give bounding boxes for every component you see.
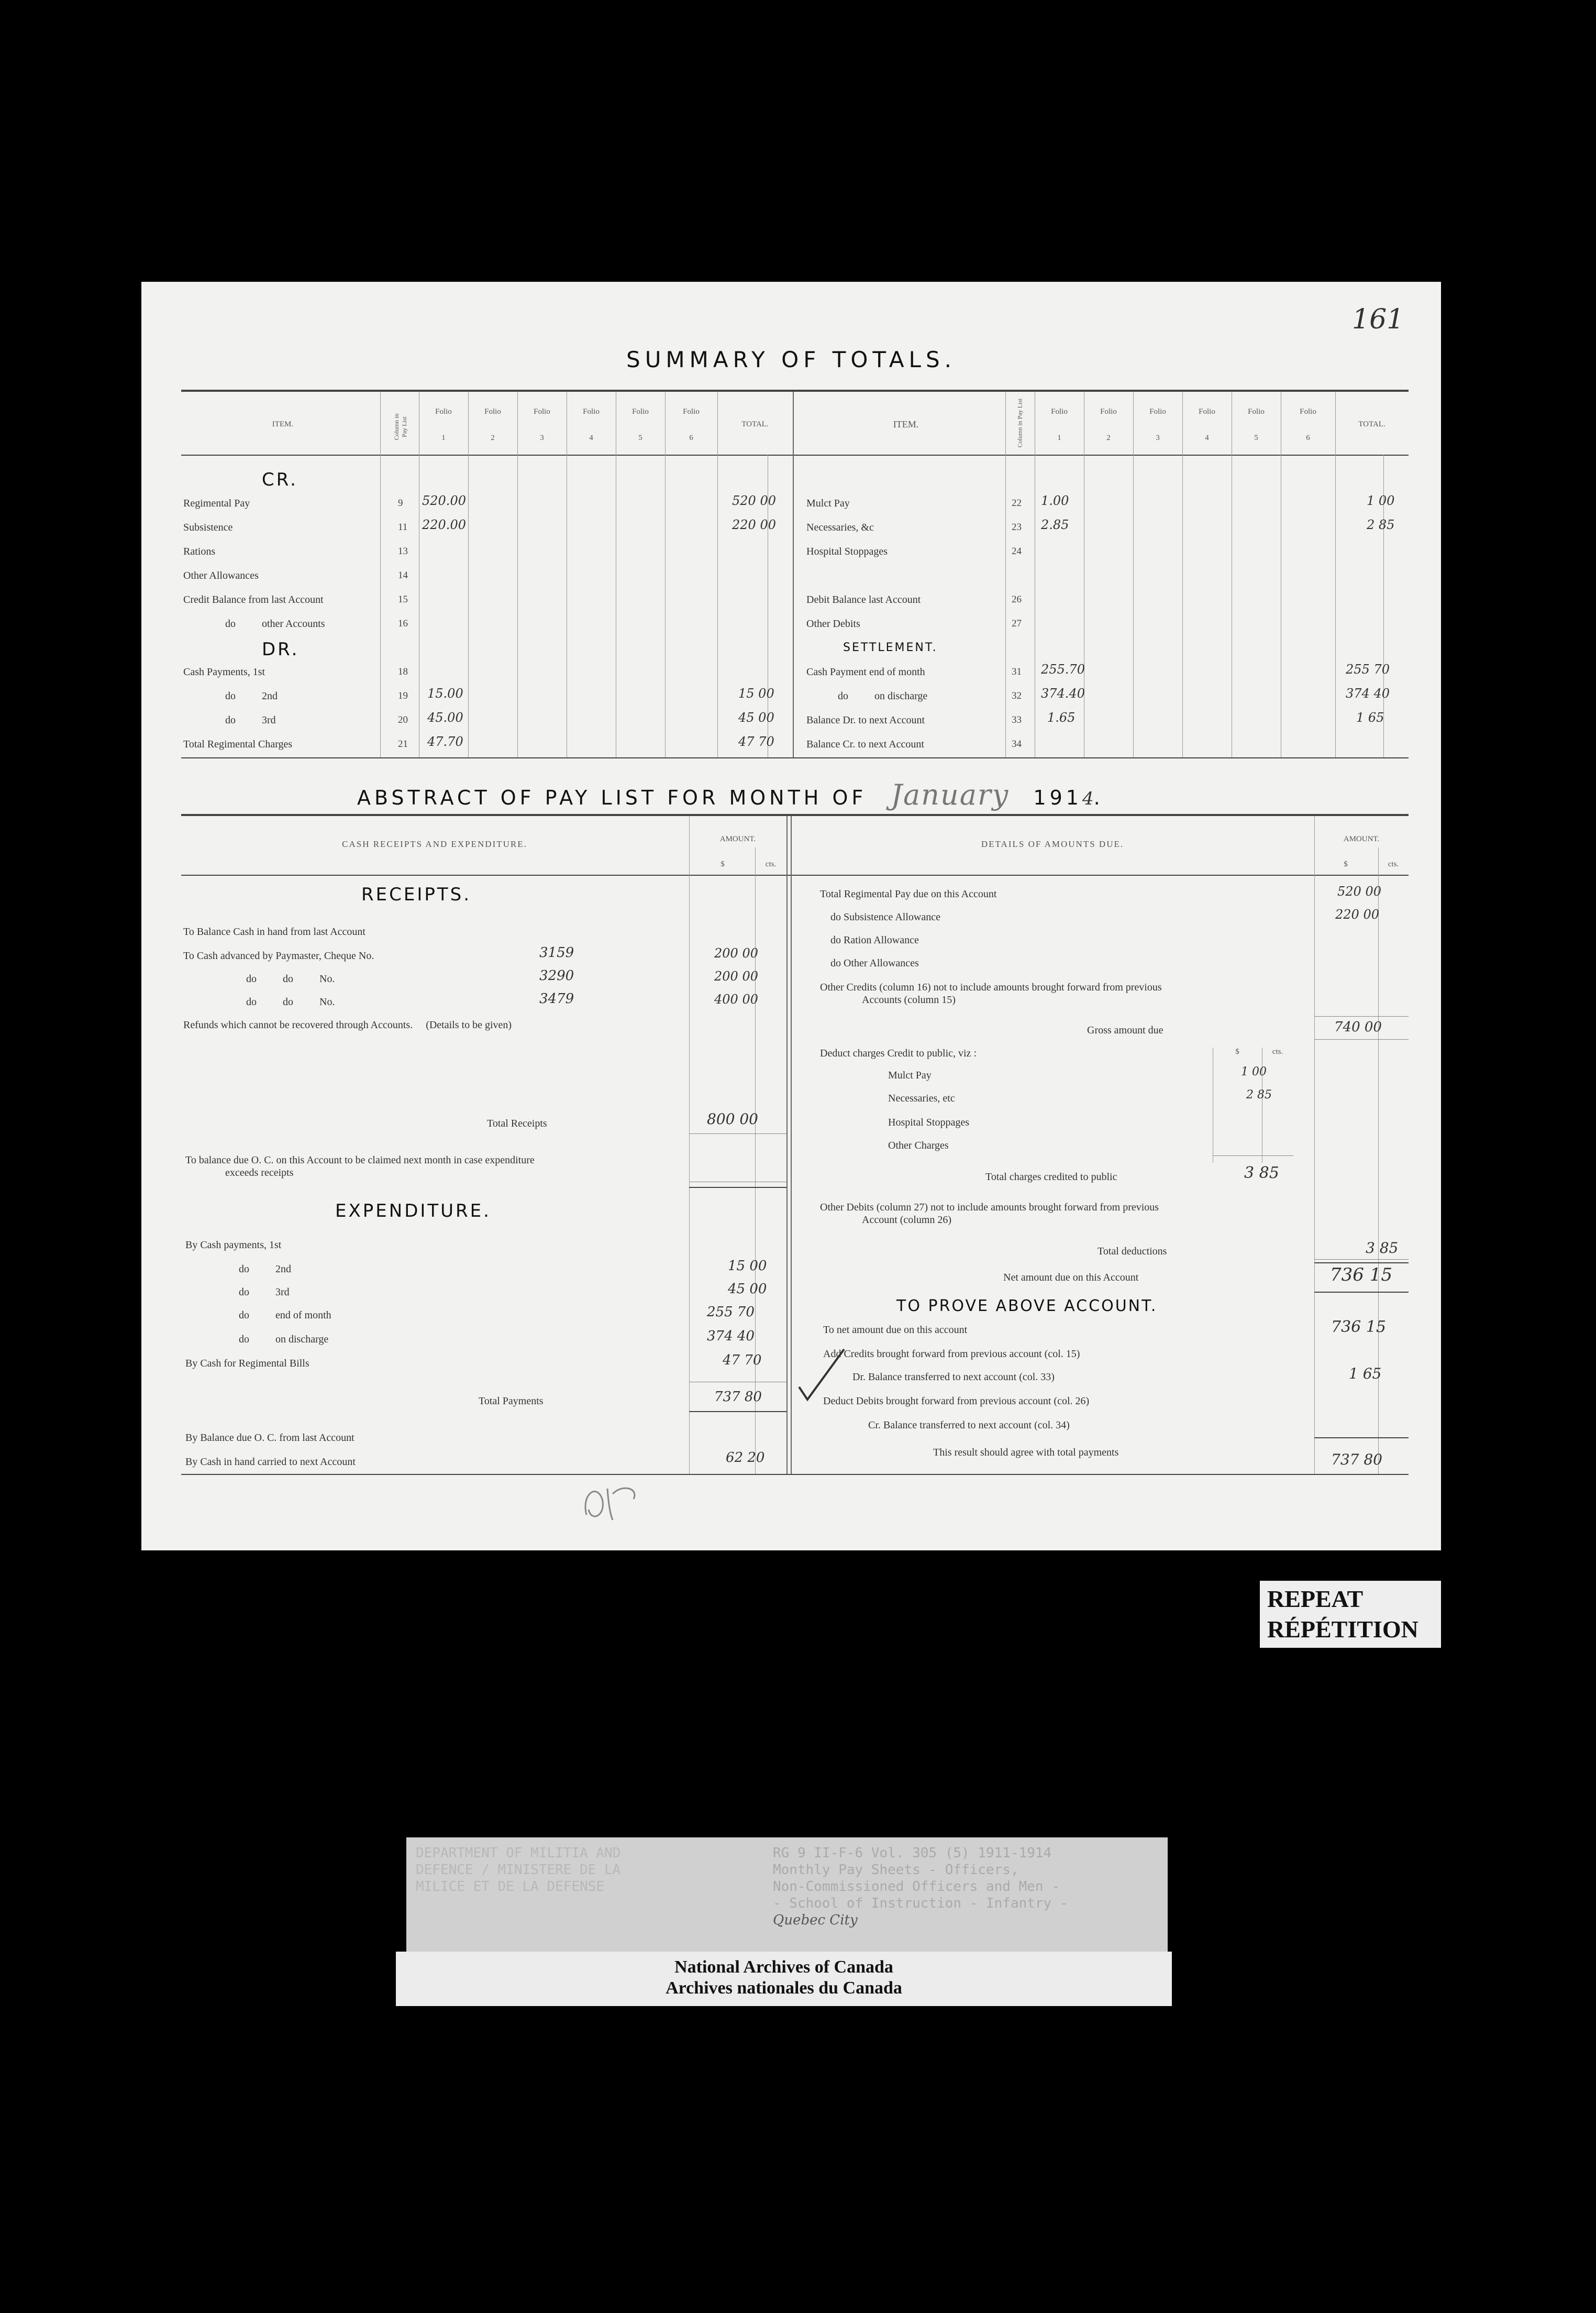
other-debits-row: Other Debits (column 27) not to include amounts brought forward from previous xyxy=(820,1202,1159,1213)
prove-row: To net amount due on this account xyxy=(823,1324,968,1336)
row-total: 374 40 xyxy=(1346,686,1390,701)
summary-left-row: do 2nd xyxy=(225,690,278,702)
row-col: 22 xyxy=(1012,498,1022,509)
summary-right-row: Mulct Pay xyxy=(806,498,850,509)
row-col: 33 xyxy=(1012,714,1022,725)
department-block xyxy=(416,1845,620,1895)
abstract-title-prefix: ABSTRACT OF PAY LIST FOR MONTH OF xyxy=(357,786,867,809)
row-col: 31 xyxy=(1012,666,1022,677)
folio-header: Folio xyxy=(1149,407,1166,416)
summary-left-row: Cash Payments, 1st xyxy=(183,666,265,678)
check-mark-icon xyxy=(796,1345,848,1403)
receipt-cheque: 3290 xyxy=(539,968,574,984)
row-col: 21 xyxy=(398,739,408,750)
cash-dollar-header: $ xyxy=(721,860,725,868)
expenditure-row: do 3rd xyxy=(239,1286,290,1298)
row-folio1: 255.70 xyxy=(1041,662,1085,677)
summary-right-row: Debit Balance last Account xyxy=(806,594,921,605)
row-folio1: 1.00 xyxy=(1041,493,1069,508)
series-line: - School of Instruction - Infantry - xyxy=(773,1896,1068,1911)
net-amount-label: Net amount due on this Account xyxy=(1003,1272,1139,1283)
total-header-left: TOTAL. xyxy=(741,420,769,428)
balance-due-row-cont: exceeds receipts xyxy=(225,1167,294,1178)
abstract-year-prefix: 191 xyxy=(1033,786,1082,809)
row-folio1: 374.40 xyxy=(1041,686,1085,701)
row-col: 15 xyxy=(398,594,408,605)
cash-cts-header: cts. xyxy=(765,860,777,868)
series-block xyxy=(773,1845,1068,1929)
summary-left-row: Subsistence xyxy=(183,522,233,533)
series-line: Non-Commissioned Officers and Men - xyxy=(773,1879,1060,1895)
summary-title: SUMMARY OF TOTALS. xyxy=(626,347,956,372)
expenditure-amount: 45 00 xyxy=(728,1281,767,1297)
abstract-bottom-rule xyxy=(181,1474,1409,1475)
repeat-line2: RÉPÉTITION xyxy=(1267,1616,1418,1643)
expenditure-amount: 47 70 xyxy=(723,1352,762,1368)
total-deductions-label: Total deductions xyxy=(1098,1246,1167,1257)
abstract-top-rule xyxy=(181,814,1409,816)
prove-amount: 1 65 xyxy=(1349,1365,1382,1382)
folio-header: Folio xyxy=(1051,407,1068,416)
folio-header: Folio xyxy=(435,407,452,416)
department-line: DEPARTMENT OF MILITIA AND xyxy=(416,1845,621,1861)
folio-number: 2 xyxy=(1106,434,1111,442)
folio-number: 5 xyxy=(1254,434,1258,442)
folio-number: 4 xyxy=(589,434,593,442)
cash-header: CASH RECEIPTS AND EXPENDITURE. xyxy=(342,839,527,849)
folio-header: Folio xyxy=(1199,407,1215,416)
row-col: 13 xyxy=(398,546,408,557)
summary-left-row: Other Allowances xyxy=(183,570,259,581)
details-dollar-header: $ xyxy=(1344,860,1348,868)
summary-right-row: Cash Payment end of month xyxy=(806,666,925,678)
summary-header-rule xyxy=(181,455,1409,456)
prove-result-amount: 737 80 xyxy=(1331,1451,1382,1468)
expenditure-amount: 374 40 xyxy=(707,1328,755,1344)
balance-row: By Cash in hand carried to next Account xyxy=(185,1456,356,1468)
cr-label: CR. xyxy=(262,469,298,490)
prove-row: Cr. Balance transferred to next account (col. 34) xyxy=(868,1419,1070,1431)
deduct-row: Hospital Stoppages xyxy=(888,1117,969,1128)
folio-header: Folio xyxy=(1300,407,1316,416)
balance-row: By Balance due O. C. from last Account xyxy=(185,1432,354,1444)
summary-left-row: Credit Balance from last Account xyxy=(183,594,324,605)
deduct-amount: 1 00 xyxy=(1241,1065,1267,1078)
row-total: 15 00 xyxy=(738,686,774,701)
folio-number: 5 xyxy=(638,434,642,442)
receipts-title: RECEIPTS. xyxy=(361,884,472,905)
summary-left-row: Total Regimental Charges xyxy=(183,739,293,750)
row-col: 26 xyxy=(1012,594,1022,605)
summary-top-rule xyxy=(181,390,1409,392)
summary-left-row: Rations xyxy=(183,546,216,557)
row-total: 520 00 xyxy=(732,493,776,508)
details-row: do Ration Allowance xyxy=(830,934,919,946)
abstract-title: ABSTRACT OF PAY LIST FOR MONTH OF January 1914. xyxy=(357,778,1104,811)
expenditure-row: By Cash for Regimental Bills xyxy=(185,1358,309,1369)
summary-left-row: do 3rd xyxy=(225,714,276,726)
details-row: Total Regimental Pay due on this Account xyxy=(820,888,997,900)
receipt-row: do do No. xyxy=(246,996,335,1008)
total-receipts-label: Total Receipts xyxy=(487,1118,547,1129)
archives-label xyxy=(396,1952,1172,2006)
deduct-row: Other Charges xyxy=(888,1140,949,1151)
details-cts-header: cts. xyxy=(1388,860,1399,868)
total-charges-label: Total charges credited to public xyxy=(985,1171,1117,1183)
folio-number: 6 xyxy=(1306,434,1310,442)
summary-item-header-right: ITEM. xyxy=(893,419,919,429)
page-number: 161 xyxy=(1352,304,1404,335)
row-col: 20 xyxy=(398,714,408,725)
row-folio1: 47.70 xyxy=(427,734,463,749)
total-deductions-amount: 3 85 xyxy=(1366,1239,1399,1257)
abstract-year-suffix: 4 xyxy=(1082,788,1094,809)
receipt-row: Refunds which cannot be recovered through Accounts. (Details to be given) xyxy=(183,1019,512,1031)
row-col: 18 xyxy=(398,666,408,677)
details-header: DETAILS OF AMOUNTS DUE. xyxy=(981,839,1124,849)
gross-amount: 740 00 xyxy=(1334,1019,1382,1035)
receipt-row: To Balance Cash in hand from last Account xyxy=(183,926,365,938)
cash-amount-header: AMOUNT. xyxy=(719,835,756,843)
summary-bottom-rule xyxy=(181,757,1409,758)
deduct-dollar-header: $ xyxy=(1235,1048,1239,1056)
ledger-sheet xyxy=(141,282,1441,1550)
summary-column-header-right: Column in Pay List xyxy=(1016,398,1024,448)
prove-amount: 736 15 xyxy=(1331,1318,1386,1336)
cash-in-hand-amount: 62 20 xyxy=(726,1450,765,1466)
folio-number: 4 xyxy=(1205,434,1209,442)
folio-header: Folio xyxy=(484,407,501,416)
expenditure-amount: 255 70 xyxy=(707,1304,755,1320)
row-folio1: 220.00 xyxy=(422,517,466,532)
archives-line-en: National Archives of Canada xyxy=(674,1957,893,1977)
folio-number: 6 xyxy=(689,434,693,442)
balance-due-row: To balance due O. C. on this Account to be claimed next month in case expenditure xyxy=(185,1154,535,1166)
prove-title: TO PROVE ABOVE ACCOUNT. xyxy=(896,1297,1158,1315)
row-folio1: 520.00 xyxy=(422,493,466,508)
folio-number: 3 xyxy=(540,434,544,442)
receipt-cheque: 3159 xyxy=(539,945,574,961)
deduct-row: Necessaries, etc xyxy=(888,1093,955,1104)
total-payments-amount: 737 80 xyxy=(714,1389,762,1405)
details-row-cont: Accounts (column 15) xyxy=(862,994,956,1006)
expenditure-row: do 2nd xyxy=(239,1263,291,1275)
prove-row: Add Credits brought forward from previous account (col. 15) xyxy=(823,1348,1080,1360)
deduct-cts-header: cts. xyxy=(1272,1048,1283,1056)
receipt-amount: 200 00 xyxy=(714,969,758,984)
row-col: 9 xyxy=(398,498,403,509)
archives-line-fr: Archives nationales du Canada xyxy=(666,1978,902,1998)
row-folio1: 2.85 xyxy=(1041,517,1069,532)
receipt-row: To Cash advanced by Paymaster, Cheque No. xyxy=(183,950,374,962)
row-total: 220 00 xyxy=(732,517,776,532)
details-row: do Subsistence Allowance xyxy=(830,911,940,923)
total-charges-amount: 3 85 xyxy=(1244,1164,1279,1182)
deduct-amount: 2 85 xyxy=(1246,1088,1272,1102)
prove-row: Deduct Debits brought forward from previous account (col. 26) xyxy=(823,1395,1090,1407)
department-line: DEFENCE / MINISTERE DE LA xyxy=(416,1862,621,1878)
folio-header: Folio xyxy=(632,407,649,416)
folio-header: Folio xyxy=(1248,407,1265,416)
summary-left-row: Regimental Pay xyxy=(183,498,250,509)
folio-header: Folio xyxy=(534,407,550,416)
expenditure-row: do on discharge xyxy=(239,1334,329,1345)
location-line: Quebec City xyxy=(773,1912,858,1928)
row-col: 34 xyxy=(1012,739,1022,750)
row-total: 1 65 xyxy=(1356,710,1384,725)
summary-column-header-left: Column in Pay List xyxy=(393,413,408,440)
row-folio1: 45.00 xyxy=(427,710,463,725)
row-col: 32 xyxy=(1012,690,1022,701)
series-line: Monthly Pay Sheets - Officers, xyxy=(773,1862,1019,1878)
row-total: 1 00 xyxy=(1367,493,1395,508)
deduct-label: Deduct charges Credit to public, viz : xyxy=(820,1048,977,1059)
row-col: 23 xyxy=(1012,522,1022,533)
prove-row: Dr. Balance transferred to next account (col. 33) xyxy=(852,1371,1055,1383)
row-folio1: 15.00 xyxy=(427,686,463,701)
row-col: 16 xyxy=(398,618,408,629)
expenditure-row: do end of month xyxy=(239,1309,331,1321)
row-total: 47 70 xyxy=(738,734,774,749)
details-amount: 220 00 xyxy=(1335,907,1379,922)
folio-number: 2 xyxy=(491,434,495,442)
total-receipts-amount: 800 00 xyxy=(707,1110,758,1128)
folio-number: 3 xyxy=(1156,434,1160,442)
row-col: 24 xyxy=(1012,546,1022,557)
folio-number: 1 xyxy=(441,434,446,442)
department-line: MILICE ET DE LA DEFENSE xyxy=(416,1879,605,1895)
details-amount-header: AMOUNT. xyxy=(1343,835,1380,843)
total-header-right: TOTAL. xyxy=(1358,420,1386,428)
reference-card xyxy=(406,1837,1168,1956)
abstract-month: January xyxy=(891,778,1010,811)
row-col: 11 xyxy=(398,522,408,533)
row-folio1: 1.65 xyxy=(1047,710,1076,725)
details-amount: 520 00 xyxy=(1337,884,1381,899)
initials-signature-icon xyxy=(576,1473,649,1530)
net-amount: 736 15 xyxy=(1330,1264,1392,1285)
prove-row: This result should agree with total payments xyxy=(933,1447,1119,1458)
summary-right-row: Necessaries, &c xyxy=(806,522,874,533)
repeat-line1: REPEAT xyxy=(1267,1585,1364,1612)
total-payments-label: Total Payments xyxy=(479,1395,544,1407)
row-total: 255 70 xyxy=(1346,662,1390,677)
folio-header: Folio xyxy=(1100,407,1117,416)
summary-right-row: do on discharge xyxy=(838,690,928,702)
repeat-stamp xyxy=(1260,1581,1441,1648)
row-col: 27 xyxy=(1012,618,1022,629)
receipt-amount: 400 00 xyxy=(714,992,758,1007)
details-row: Other Credits (column 16) not to include amounts brought forward from previous xyxy=(820,982,1162,993)
settlement-label: SETTLEMENT. xyxy=(843,641,938,654)
summary-item-header-left: ITEM. xyxy=(272,420,294,428)
summary-right-row: Balance Dr. to next Account xyxy=(806,714,925,726)
series-line: RG 9 II-F-6 Vol. 305 (5) 1911-1914 xyxy=(773,1845,1052,1861)
summary-left-row: do other Accounts xyxy=(225,618,325,630)
expenditure-title: EXPENDITURE. xyxy=(335,1200,491,1221)
gross-label: Gross amount due xyxy=(1087,1025,1163,1036)
expenditure-row: By Cash payments, 1st xyxy=(185,1239,282,1251)
receipt-amount: 200 00 xyxy=(714,946,758,961)
folio-number: 1 xyxy=(1057,434,1061,442)
folio-header: Folio xyxy=(583,407,600,416)
deduct-row: Mulct Pay xyxy=(888,1070,932,1081)
row-total: 2 85 xyxy=(1367,517,1395,532)
summary-right-row: Hospital Stoppages xyxy=(806,546,888,557)
expenditure-amount: 15 00 xyxy=(728,1258,767,1274)
row-col: 14 xyxy=(398,570,408,581)
dr-label: DR. xyxy=(262,639,300,660)
details-row: do Other Allowances xyxy=(830,957,919,969)
row-col: 19 xyxy=(398,690,408,701)
receipt-row: do do No. xyxy=(246,973,335,985)
folio-header: Folio xyxy=(683,407,700,416)
summary-right-row: Balance Cr. to next Account xyxy=(806,739,924,750)
other-debits-row-cont: Account (column 26) xyxy=(862,1214,952,1226)
row-total: 45 00 xyxy=(738,710,774,725)
abstract-header-rule xyxy=(181,875,1409,876)
summary-right-row: Other Debits xyxy=(806,618,860,630)
receipt-cheque: 3479 xyxy=(539,991,574,1007)
